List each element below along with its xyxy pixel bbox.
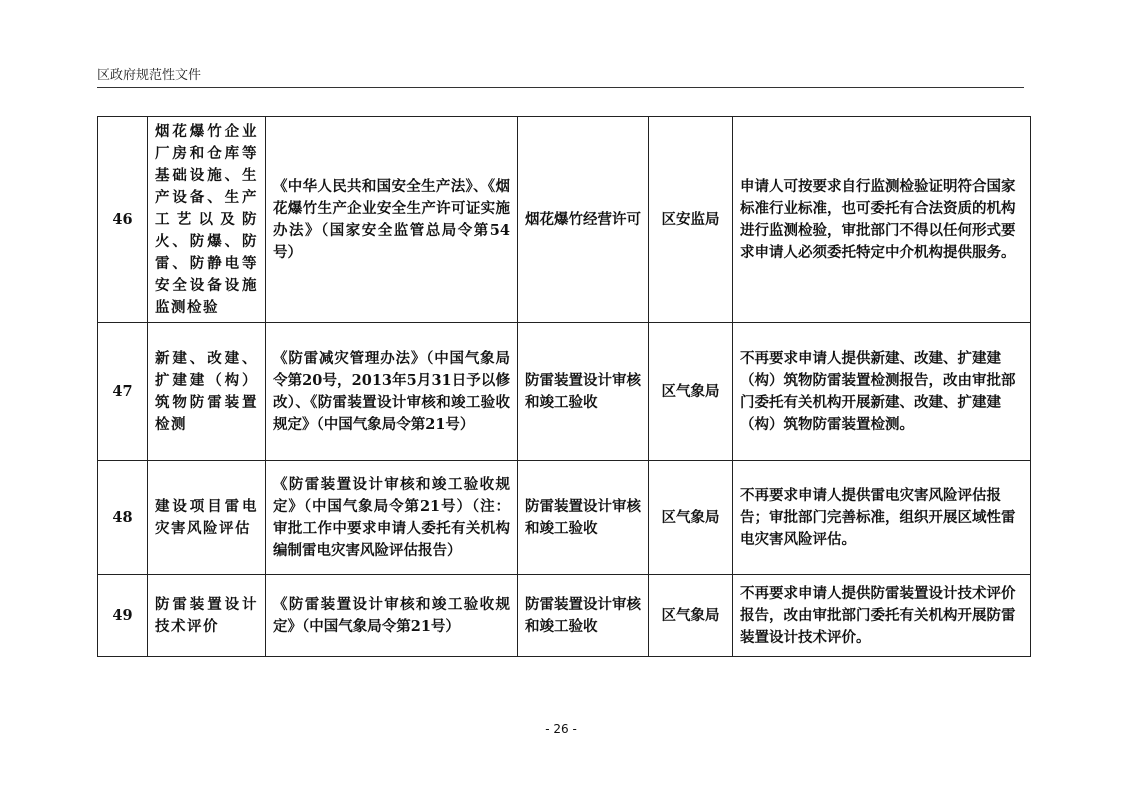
table-row (98, 323, 1031, 461)
row-number: 46 (98, 117, 148, 323)
service-item: 烟花爆竹企业厂房和仓库等基础设施、生产设备、生产工艺以及防火、防爆、防雷、防静电等安全设备设施监测检验 (148, 117, 266, 323)
legal-basis: 《中华人民共和国安全生产法》、《烟花爆竹生产企业安全生产许可证实施办法》（国家安全监管总局令第54号） (266, 117, 518, 323)
header-divider (97, 87, 1024, 88)
page-number: - 26 - (545, 722, 577, 736)
department: 区气象局 (649, 575, 733, 657)
row-number: 48 (98, 461, 148, 575)
handling-method: 不再要求申请人提供防雷装置设计技术评价报告，改由审批部门委托有关机构开展防雷装置设计技术评价。 (733, 575, 1031, 657)
legal-basis: 《防雷装置设计审核和竣工验收规定》（中国气象局令第21号）（注：审批工作中要求申请人委托有关机构编制雷电灾害风险评估报告） (266, 461, 518, 575)
department: 区气象局 (649, 323, 733, 461)
row-number: 49 (98, 575, 148, 657)
table-row (98, 575, 1031, 657)
legal-basis: 《防雷装置设计审核和竣工验收规定》（中国气象局令第21号） (266, 575, 518, 657)
handling-method: 不再要求申请人提供雷电灾害风险评估报告；审批部门完善标准，组织开展区域性雷电灾害风险评估。 (733, 461, 1031, 575)
document-header-title: 区政府规范性文件 (97, 68, 202, 83)
service-item: 防雷装置设计技术评价 (148, 575, 266, 657)
approval-item: 防雷装置设计审核和竣工验收 (518, 575, 649, 657)
service-item: 建设项目雷电灾害风险评估 (148, 461, 266, 575)
service-item: 新建、改建、扩建建（构）筑物防雷装置检测 (148, 323, 266, 461)
legal-basis: 《防雷减灾管理办法》（中国气象局令第20号，2013年5月31日予以修改）、《防雷装置设计审核和竣工验收规定》（中国气象局令第21号） (266, 323, 518, 461)
department: 区安监局 (649, 117, 733, 323)
approval-item: 烟花爆竹经营许可 (518, 117, 649, 323)
approval-item: 防雷装置设计审核和竣工验收 (518, 323, 649, 461)
handling-method: 不再要求申请人提供新建、改建、扩建建（构）筑物防雷装置检测报告，改由审批部门委托有关机构开展新建、改建、扩建建（构）筑物防雷装置检测。 (733, 323, 1031, 461)
regulation-table (97, 116, 1031, 657)
table-row (98, 117, 1031, 323)
row-number: 47 (98, 323, 148, 461)
handling-method: 申请人可按要求自行监测检验证明符合国家标准行业标准，也可委托有合法资质的机构进行监测检验，审批部门不得以任何形式要求申请人必须委托特定中介机构提供服务。 (733, 117, 1031, 323)
table-row (98, 461, 1031, 575)
department: 区气象局 (649, 461, 733, 575)
approval-item: 防雷装置设计审核和竣工验收 (518, 461, 649, 575)
